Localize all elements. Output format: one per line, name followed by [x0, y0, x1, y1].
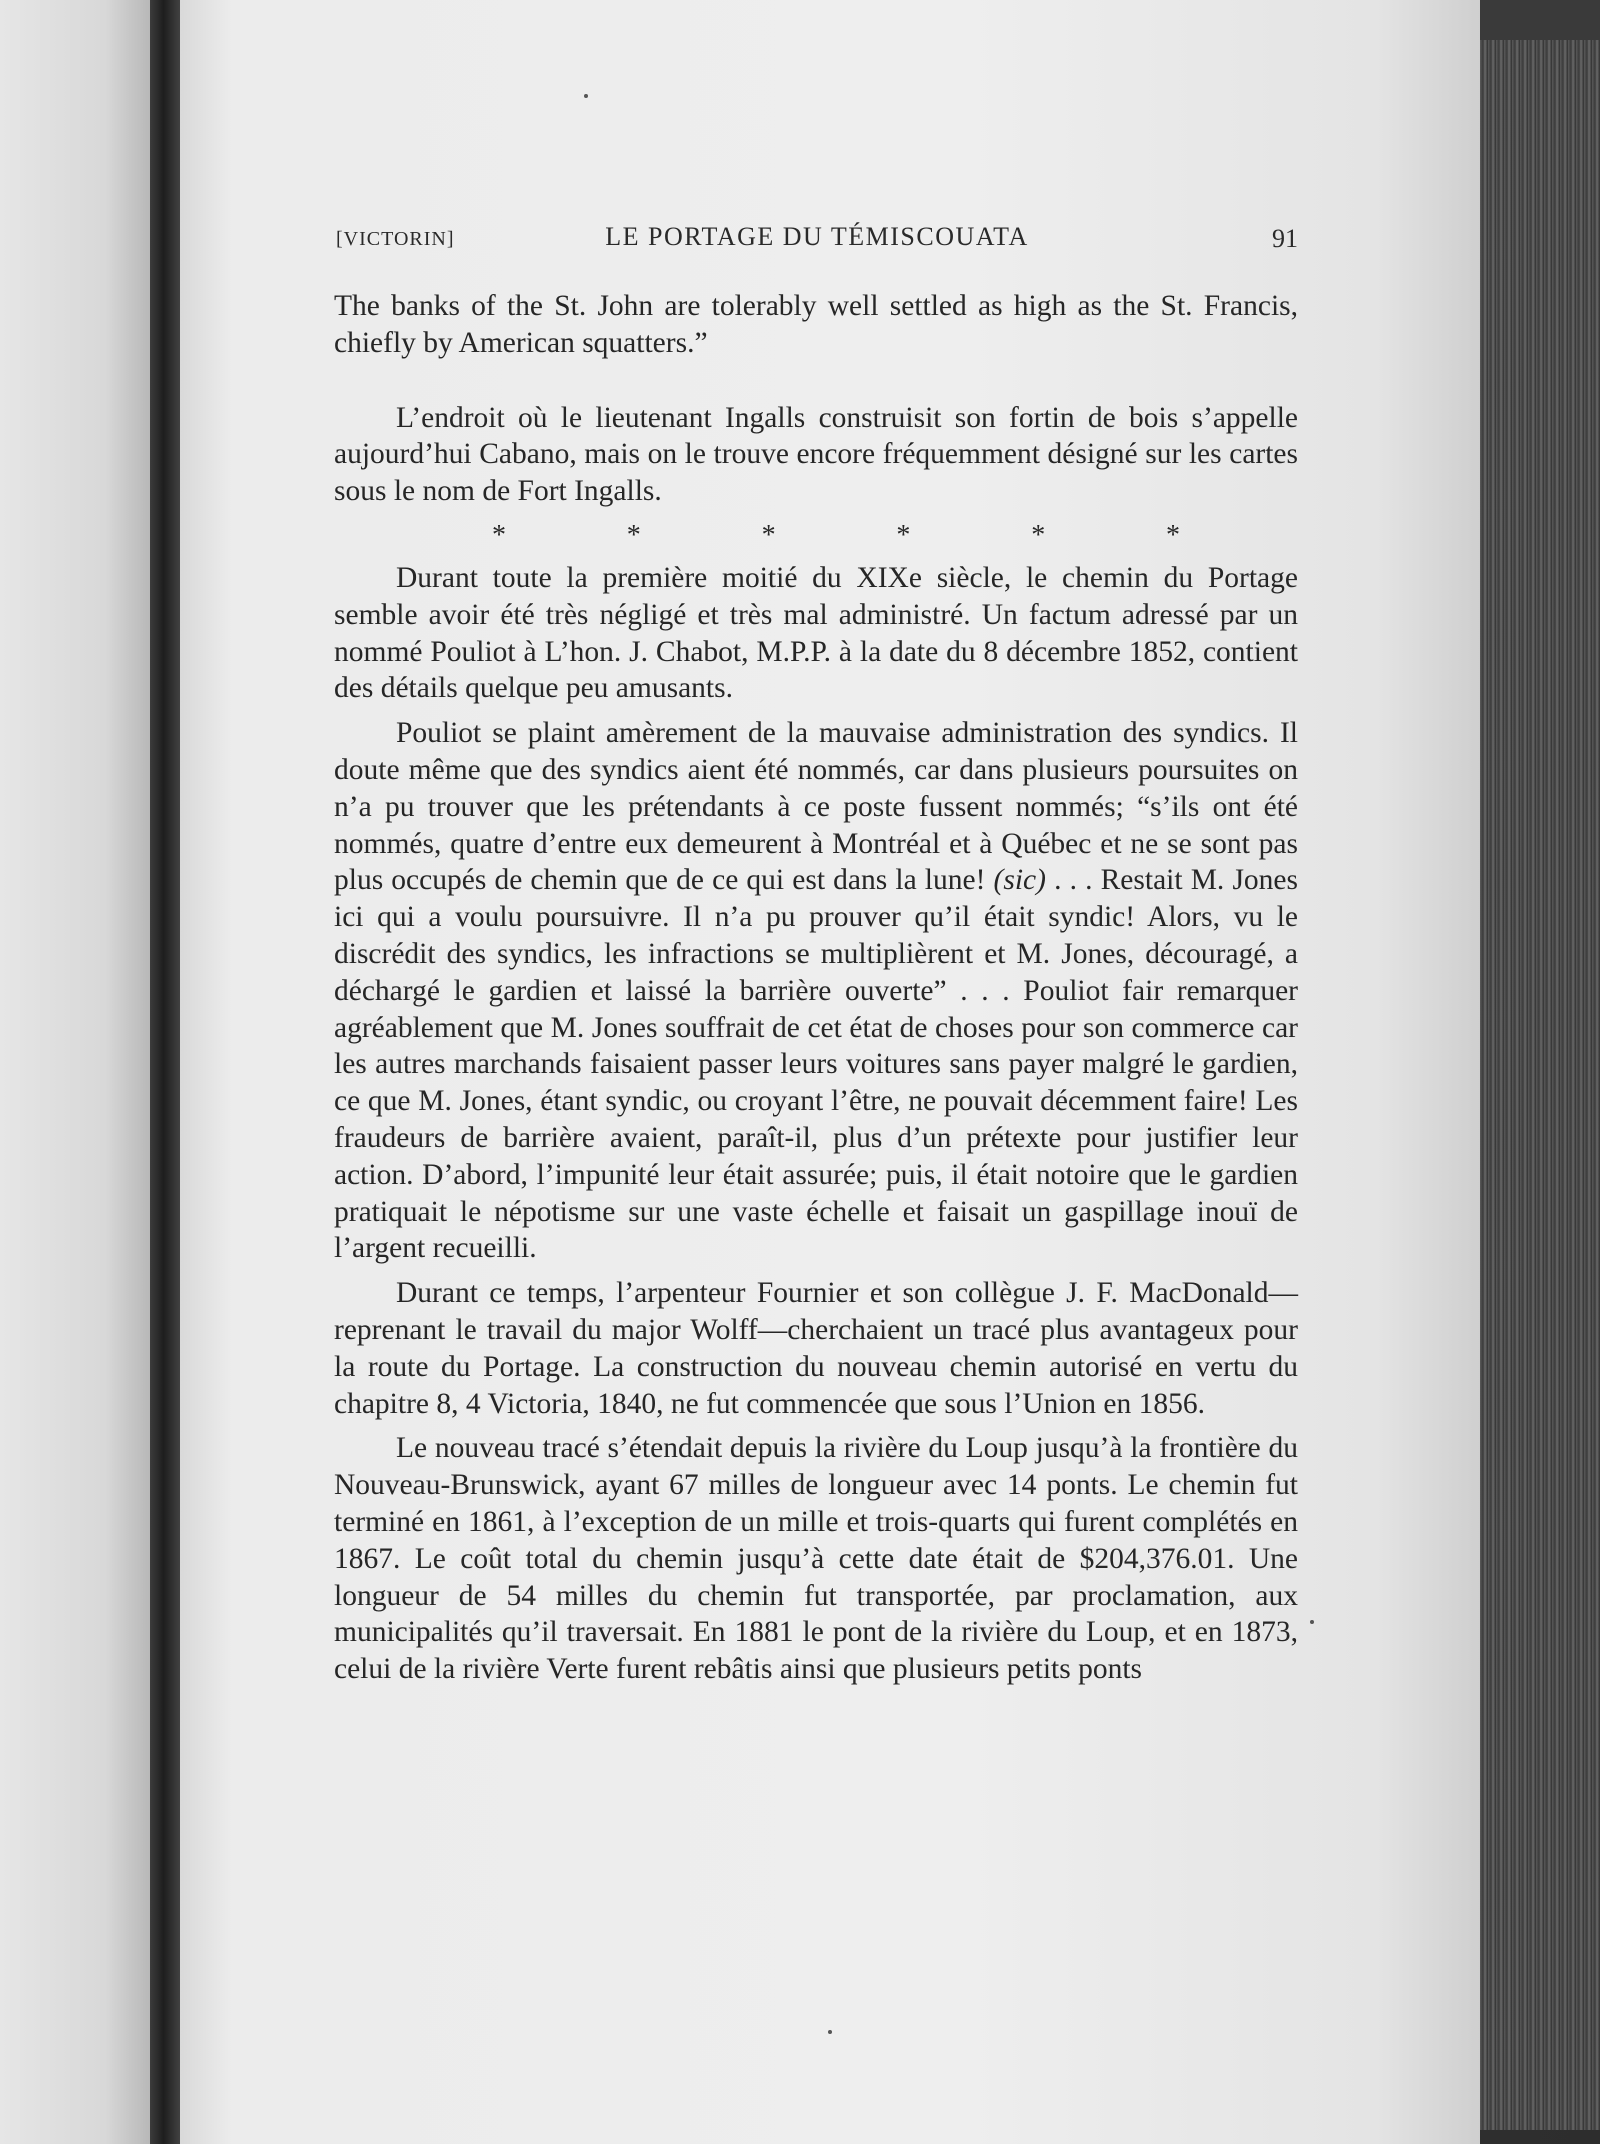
paragraph-fort-ingalls: L’endroit où le lieutenant Ingalls construisit son fortin de bois s’appelle aujourd’hui Cabano, mais on le trouve encore fréquemment désigné sur les cartes sous le nom de Fort Ingalls.: [334, 401, 1298, 508]
paragraph-pouliot-start: Pouliot se plaint amèrement de la mauvaise administration des syndics. Il doute même que des syndics aient été nommés, car dans plusieurs poursuites on n’a pu trouver que les prétendants à ce poste fussent nommés; “s’ils ont été nommés, quatre d’entre eux demeurent à Montréal et à Québec et ne se sont pas plus occupés de chemin que de ce qui est dans la lune!: [334, 717, 1298, 897]
paragraph-quote-end: The banks of the St. John are tolerably well settled as high as the St. Francis, chiefly by American squatters.”: [334, 290, 1298, 359]
star-mark: *: [492, 519, 506, 551]
speck: [584, 94, 588, 98]
star-mark: *: [626, 519, 641, 551]
speck: [1310, 1620, 1314, 1624]
section-separator: [334, 520, 1298, 552]
header-author: [VICTORIN]: [336, 228, 455, 250]
header-title: LE PORTAGE DU TÉMISCOUATA: [605, 222, 1029, 251]
star-mark: *: [896, 519, 911, 551]
page-number: 91: [1272, 224, 1298, 253]
star-mark: *: [1031, 519, 1046, 551]
sic-italic: (sic): [993, 864, 1046, 897]
page-body: [334, 288, 1298, 1688]
paragraph-xixe-siecle: Durant toute la première moitié du XIXe siècle, le chemin du Portage semble avoir été très négligé et très mal administré. Un factum adressé par un nommé Pouliot à L’hon. J. Chabot, M.P.P. à la date du 8 décembre 1852, contient des détails quelque peu amusants.: [334, 561, 1298, 705]
running-header: [336, 222, 1298, 262]
paragraph-pouliot-rest: . . . Restait M. Jones ici qui a voulu poursuivre. Il n’a pu prouver qu’il était syndic! Alors, vu le discrédit des syndics, les infractions se multiplièrent et M. Jones, découragé, a déchargé le gardien et laissé la barrière ouverte” . . . Pouliot fair remarquer agréablement que M. Jones souffrait de cet état de choses pour son commerce car les autres marchands faisaient passer leurs voitures sans payer malgré le gardien, ce que M. Jones, étant syndic, ou croyant l’être, ne pouvait décemment faire! Les fraudeurs de barrière avaient, paraît-il, plus d’un prétexte pour justifier leur action. D’abord, l’impunité leur était assurée; puis, il était notoire que le gardien pratiquait le népotisme sur une vaste échelle et faisait un gaspillage inouï de l’argent recueilli.: [334, 864, 1298, 1265]
paragraph-fournier: Durant ce temps, l’arpenteur Fournier et son collègue J. F. MacDonald—reprenant le travail du major Wolff—cherchaient un tracé plus avantageux pour la route du Portage. La construction du nouveau chemin autorisé en vertu du chapitre 8, 4 Victoria, 1840, ne fut commencée que sous l’Union en 1856.: [334, 1277, 1298, 1420]
speck: [828, 2030, 832, 2034]
star-mark: *: [761, 519, 776, 551]
paragraph-nouveau-trace: Le nouveau tracé s’étendait depuis la rivière du Loup jusqu’à la frontière du Nouveau-Brunswick, ayant 67 milles de longueur avec 14 ponts. Le chemin fut terminé en 1861, à l’exception de un mille et trois-quarts qui furent complétés en 1867. Le coût total du chemin jusqu’à cette date était de $204,376.01. Une longueur de 54 milles du chemin fut transportée, par proclamation, aux municipalités qu’il traversait. En 1881 le pont de la rivière du Loup, et en 1873, celui de la rivière Verte furent rebâtis ainsi que plusieurs petits ponts: [334, 1432, 1298, 1686]
page-stack-edges: [1480, 40, 1600, 2130]
facing-page-edge: [0, 0, 150, 2144]
page-stack-top: [1480, 0, 1600, 44]
star-mark: *: [1165, 519, 1180, 551]
paragraph-pouliot: [334, 715, 1298, 1267]
book-gutter: [150, 0, 184, 2144]
